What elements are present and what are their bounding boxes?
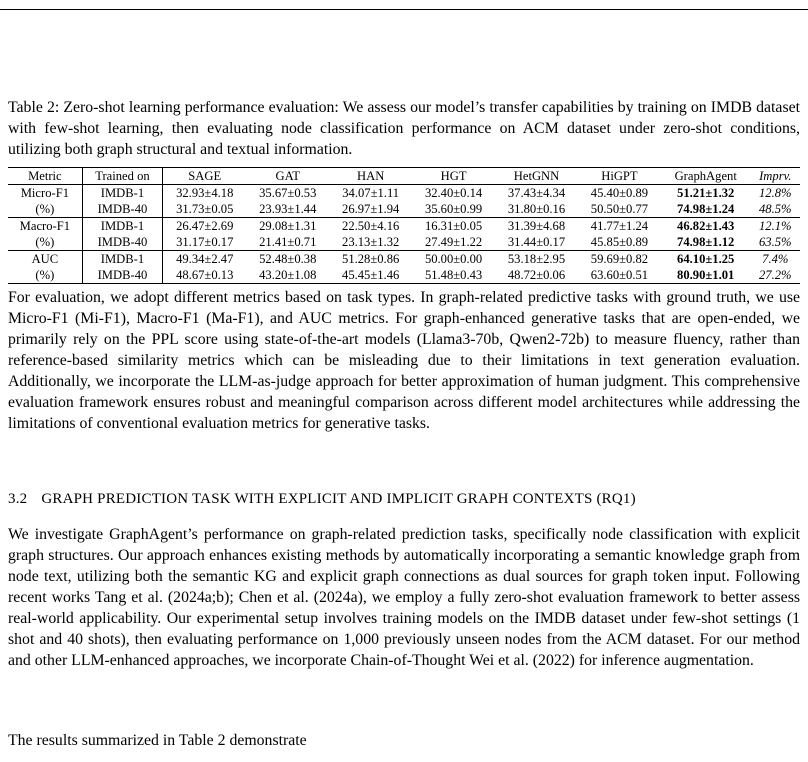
sage-cell: 31.73±0.05 [176,202,234,216]
graphagent-cell: 64.10±1.25 [677,252,735,266]
han-cell: 23.13±1.32 [342,235,400,249]
gat-cell: 23.93±1.44 [259,202,317,216]
section-heading [8,489,800,509]
table-row [8,267,800,284]
graphagent-cell: 51.21±1.32 [677,186,735,200]
section-number: 3.2 [8,491,28,507]
gat-cell: 21.41±0.71 [259,235,317,249]
results-paragraph: The results summarized in Table 2 demonstrate [8,732,307,749]
trained-on-cell: IMDB-40 [82,267,162,284]
method-paragraph: We investigate GraphAgent’s performance on graph-related prediction tasks, specifically node classification with explicit graph structures. Our approach enhances existing methods by automatically incorporating a semantic knowledge graph from node text, utilizing both the semantic KG and explicit graph connections as dual sources for graph token input. Following recent works Tang et al. (2024a;b); Chen et al. (2024a), we employ a fully zero-shot evaluation framework to better assess real-world applicability. Our experimental setup involves training models on the IMDB dataset under few-shot settings (1 shot and 40 shots), then evaluating performance on 1,000 previously unseen nodes from the ACM dataset. For our method and other LLM-enhanced approaches, we incorporate Chain-of-Thought Wei et al. (2022) for inference augmentation. [8,526,800,669]
table-caption: Table 2: Zero-shot learning performance evaluation: We assess our model’s transfer capabilities by training on IMDB dataset with few-shot learning, then evaluating node classification performance on ACM dataset under zero-shot conditions, utilizing both graph structural and textual information. [8,99,800,158]
hetgnn-cell: 48.72±0.06 [507,268,566,282]
table-row [8,234,800,251]
col-header-hgt: HGT [440,169,467,183]
table-header-row [8,168,800,185]
metric-cell: (%) [8,267,82,284]
hetgnn-cell: 31.39±4.68 [507,219,566,233]
trained-on-cell: IMDB-1 [82,218,162,235]
table-row [8,251,800,268]
table-row [8,201,800,218]
metric-cell: Macro-F1 [8,218,82,235]
section-title: GRAPH PREDICTION TASK WITH EXPLICIT AND IMPLICIT GRAPH CONTEXTS (RQ1) [41,491,636,507]
higpt-cell: 50.50±0.77 [590,202,649,216]
graphagent-cell: 80.90±1.01 [677,268,735,282]
metric-cell: (%) [8,201,82,218]
col-header-graphagent: GraphAgent [674,169,737,183]
improvement-cell: 27.2% [758,268,792,282]
higpt-cell: 41.77±1.24 [590,219,649,233]
improvement-cell: 12.1% [758,219,792,233]
col-header-trained-on: Trained on [82,168,162,185]
improvement-cell: 7.4% [762,252,789,266]
improvement-cell: 63.5% [758,235,792,249]
trained-on-cell: IMDB-1 [82,251,162,268]
sage-cell: 32.93±4.18 [176,186,234,200]
higpt-cell: 59.69±0.82 [590,252,649,266]
hetgnn-cell: 37.43±4.34 [507,186,566,200]
col-header-improvement: Imprv. [759,169,792,183]
sage-cell: 26.47±2.69 [176,219,234,233]
table-row [8,218,800,235]
page-top-rule [0,9,808,10]
sage-cell: 48.67±0.13 [176,268,234,282]
hgt-cell: 50.00±0.00 [424,252,483,266]
hgt-cell: 35.60±0.99 [424,202,483,216]
hetgnn-cell: 53.18±2.95 [507,252,566,266]
higpt-cell: 45.40±0.89 [590,186,649,200]
trained-on-cell: IMDB-40 [82,201,162,218]
han-cell: 26.97±1.94 [342,202,400,216]
evaluation-paragraph: For evaluation, we adopt different metrics based on task types. In graph-related predictive tasks with ground truth, we use Micro-F1 (Mi-F1), Macro-F1 (Ma-F1), and AUC metrics. For graph-enhanced generative tasks that are open-ended, we primarily rely on the PPL score using state-of-the-art models (Llama3-70b, Qwen2-72b) to measure fluency, rather than reference-based similarity metrics which can be misleading due to their limitations in text generation evaluation. Additionally, we incorporate the LLM-as-judge approach for better approximation of human judgment. This comprehensive evaluation framework ensures robust and meaningful comparison across different model architectures while addressing the limitations of conventional evaluation metrics for generative tasks. [8,289,800,432]
col-header-metric: Metric [8,168,82,185]
metric-cell: AUC [8,251,82,268]
graphagent-cell: 46.82±1.43 [677,219,735,233]
col-header-gat: GAT [275,169,300,183]
han-cell: 22.50±4.16 [342,219,400,233]
improvement-cell: 48.5% [758,202,792,216]
han-cell: 45.45±1.46 [342,268,400,282]
trained-on-cell: IMDB-1 [82,185,162,202]
metric-cell: Micro-F1 [8,185,82,202]
col-header-hetgnn: HetGNN [513,169,560,183]
hgt-cell: 51.48±0.43 [424,268,483,282]
col-header-higpt: HiGPT [601,169,638,183]
graphagent-cell: 74.98±1.24 [677,202,735,216]
hgt-cell: 16.31±0.05 [424,219,483,233]
gat-cell: 43.20±1.08 [259,268,317,282]
col-header-han: HAN [357,169,385,183]
sage-cell: 49.34±2.47 [176,252,234,266]
results-table [8,167,800,284]
gat-cell: 35.67±0.53 [259,186,317,200]
gat-cell: 29.08±1.31 [259,219,317,233]
hgt-cell: 27.49±1.22 [424,235,483,249]
metric-cell: (%) [8,234,82,251]
hgt-cell: 32.40±0.14 [424,186,483,200]
col-header-sage: SAGE [188,169,222,183]
han-cell: 51.28±0.86 [342,252,400,266]
table-row [8,185,800,202]
hetgnn-cell: 31.80±0.16 [507,202,566,216]
higpt-cell: 45.85±0.89 [590,235,649,249]
trained-on-cell: IMDB-40 [82,234,162,251]
sage-cell: 31.17±0.17 [176,235,234,249]
improvement-cell: 12.8% [758,186,792,200]
han-cell: 34.07±1.11 [342,186,400,200]
higpt-cell: 63.60±0.51 [590,268,649,282]
hetgnn-cell: 31.44±0.17 [507,235,566,249]
gat-cell: 52.48±0.38 [259,252,317,266]
graphagent-cell: 74.98±1.12 [677,235,735,249]
